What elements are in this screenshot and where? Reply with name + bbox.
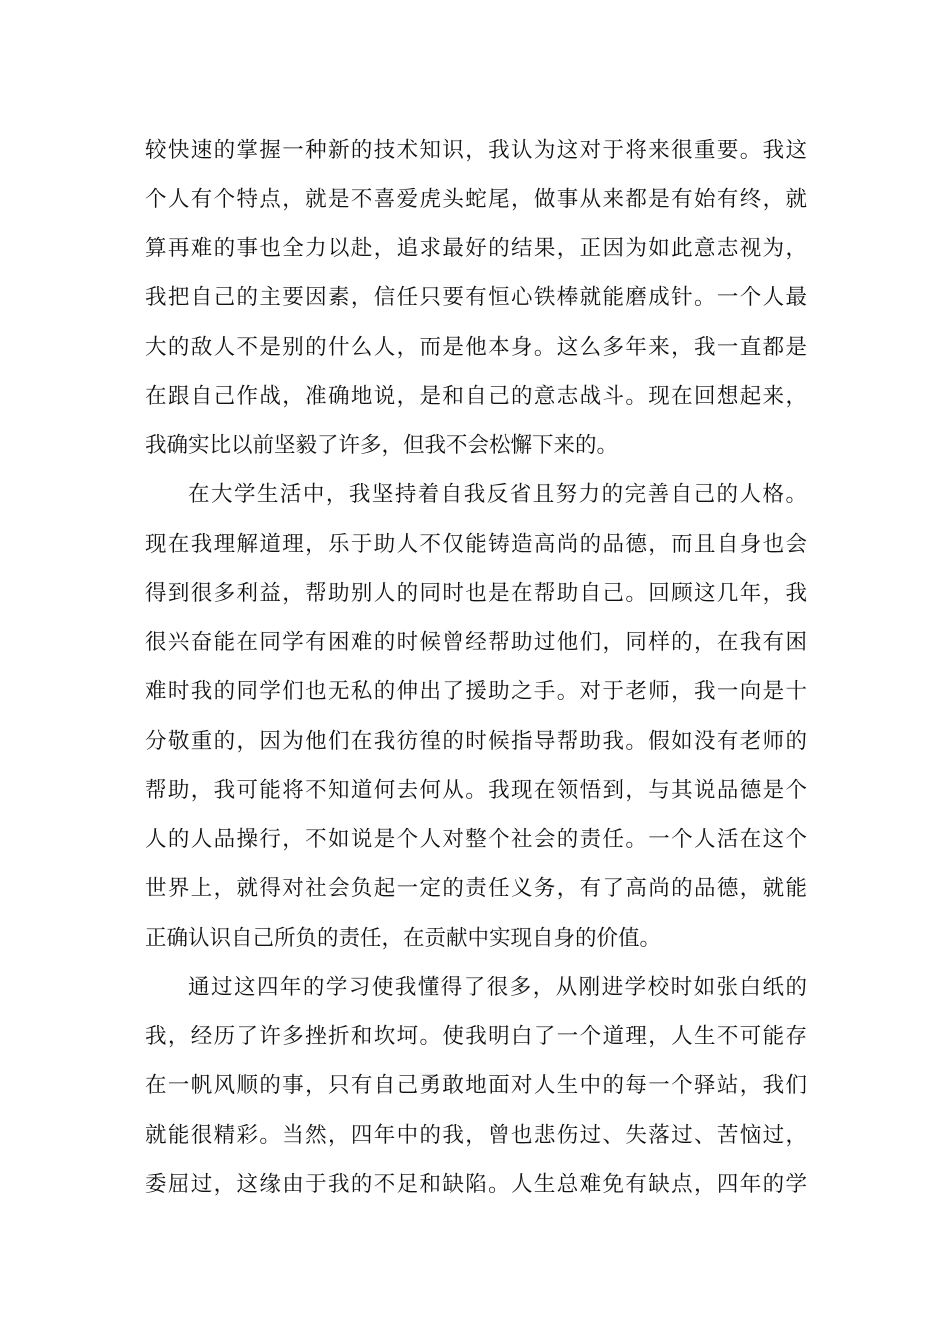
paragraph-line: 难时我的同学们也无私的伸出了援助之手。对于老师，我一向是十 (145, 679, 807, 704)
paragraph-line: 在跟自己作战，准确地说，是和自己的意志战斗。现在回想起来， (145, 384, 807, 409)
paragraph-line: 现在我理解道理，乐于助人不仅能铸造高尚的品德，而且自身也会 (145, 532, 807, 557)
paragraph-line: 帮助，我可能将不知道何去何从。我现在领悟到，与其说品德是个 (145, 778, 807, 803)
paragraph-line: 正确认识自己所负的责任，在贡献中实现自身的价值。 (145, 926, 662, 951)
paragraph-line: 人的人品操行，不如说是个人对整个社会的责任。一个人活在这个 (145, 827, 807, 852)
paragraph-line: 在一帆风顺的事，只有自己勇敢地面对人生中的每一个驿站，我们 (145, 1073, 807, 1098)
paragraph-line: 委屈过，这缘由于我的不足和缺陷。人生总难免有缺点，四年的学 (145, 1172, 807, 1197)
paragraph-line: 很兴奋能在同学有困难的时候曾经帮助过他们，同样的，在我有困 (145, 630, 807, 655)
paragraph-line: 我确实比以前坚毅了许多，但我不会松懈下来的。 (145, 433, 619, 458)
paragraph-line: 个人有个特点，就是不喜爱虎头蛇尾，做事从来都是有始有终，就 (145, 187, 807, 212)
paragraph-line: 世界上，就得对社会负起一定的责任义务，有了高尚的品德，就能 (145, 876, 807, 901)
paragraph-line: 就能很精彩。当然，四年中的我，曾也悲伤过、失落过、苦恼过， (145, 1123, 807, 1148)
paragraph-line: 得到很多利益，帮助别人的同时也是在帮助自己。回顾这几年，我 (145, 581, 807, 606)
paragraph-line: 我，经历了许多挫折和坎坷。使我明白了一个道理，人生不可能存 (145, 1024, 807, 1049)
paragraph-line: 分敬重的，因为他们在我彷徨的时候指导帮助我。假如没有老师的 (145, 729, 807, 754)
paragraph-line: 在大学生活中，我坚持着自我反省且努力的完善自己的人格。 (188, 482, 807, 507)
paragraph-line: 通过这四年的学习使我懂得了很多，从刚进学校时如张白纸的 (188, 975, 807, 1000)
paragraph-line: 大的敌人不是别的什么人，而是他本身。这么多年来，我一直都是 (145, 335, 807, 360)
paragraph-line: 较快速的掌握一种新的技术知识，我认为这对于将来很重要。我这 (145, 138, 807, 163)
paragraph-line: 我把自己的主要因素，信任只要有恒心铁棒就能磨成针。一个人最 (145, 285, 807, 310)
paragraph-line: 算再难的事也全力以赴，追求最好的结果，正因为如此意志视为， (145, 236, 807, 261)
